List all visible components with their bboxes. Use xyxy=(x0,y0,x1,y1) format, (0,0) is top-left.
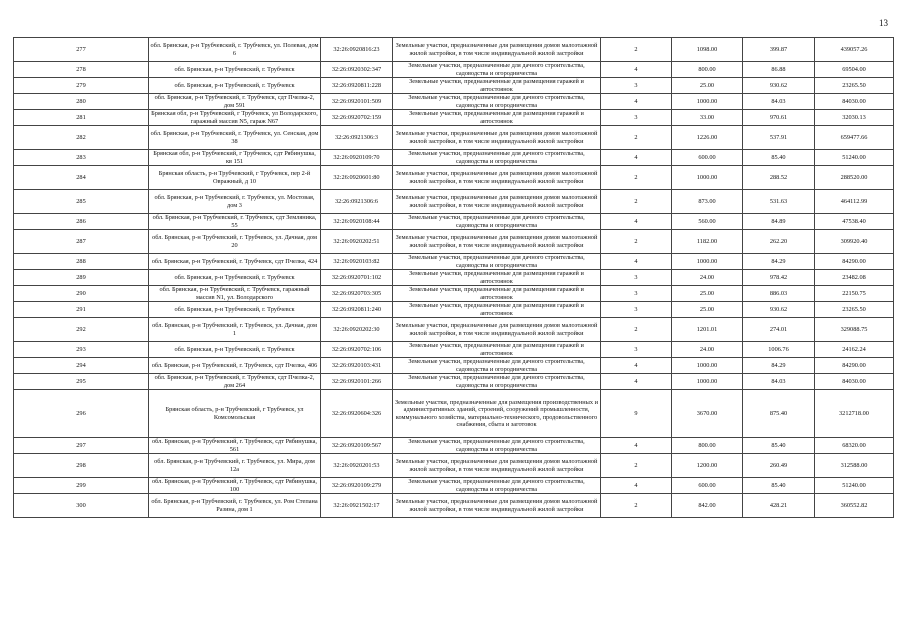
specific-value-cell: 85.40 xyxy=(743,438,815,454)
specific-value-cell: 84.29 xyxy=(743,358,815,374)
land-use-cell: Земельные участки, предназначенные для дачного строительства, садоводства и огородничества xyxy=(393,478,601,494)
area-cell: 1182.00 xyxy=(672,230,743,254)
table-row xyxy=(14,374,894,390)
area-cell: 1000.00 xyxy=(672,94,743,110)
table-row xyxy=(14,150,894,166)
address-cell: обл. Брянская, р-н Трубчевский, г. Трубчевск, сдт Земляника, 55 xyxy=(149,214,321,230)
address-cell: Брянская область, р-н Трубчевский, г Трубчевск, пер 2-й Овражный, д 10 xyxy=(149,166,321,190)
address-cell: обл. Брянская, р-н Трубчевский, г. Трубчевск, сдт Пчелка-2, дом 591 xyxy=(149,94,321,110)
area-cell: 800.00 xyxy=(672,62,743,78)
group-number-cell: 4 xyxy=(601,478,672,494)
specific-value-cell: 84.03 xyxy=(743,94,815,110)
group-number-cell: 4 xyxy=(601,62,672,78)
cadastral-number-cell: 32:26:0920702:159 xyxy=(321,110,393,126)
address-cell: обл. Брянская, р-н Трубчевский, г. Трубчевск, ул. Ром Степана Разина, дом 1 xyxy=(149,494,321,518)
cadastral-number-cell: 32:26:0920816:23 xyxy=(321,38,393,62)
specific-value-cell: 978.42 xyxy=(743,270,815,286)
cadastral-value-cell: 329088.75 xyxy=(815,318,894,342)
cadastral-value-cell: 23482.08 xyxy=(815,270,894,286)
cadastral-value-cell: 22150.75 xyxy=(815,286,894,302)
group-number-cell: 4 xyxy=(601,438,672,454)
address-cell: обл. Брянская, р-н Трубчевский, г. Трубчевск, сдт Рябинушка, 100 xyxy=(149,478,321,494)
area-cell: 560.00 xyxy=(672,214,743,230)
group-number-cell: 3 xyxy=(601,110,672,126)
cadastral-number-cell: 32:26:0920101:266 xyxy=(321,374,393,390)
area-cell: 24.00 xyxy=(672,342,743,358)
cadastral-number-cell: 32:26:0920108:44 xyxy=(321,214,393,230)
specific-value-cell: 1006.76 xyxy=(743,342,815,358)
area-cell: 3670.00 xyxy=(672,390,743,438)
row-number: 278 xyxy=(14,62,149,78)
row-number: 289 xyxy=(14,270,149,286)
cadastral-number-cell: 32:26:0920103:82 xyxy=(321,254,393,270)
group-number-cell: 2 xyxy=(601,454,672,478)
land-use-cell: Земельные участки, предназначенные для дачного строительства, садоводства и огородничества xyxy=(393,94,601,110)
row-number: 295 xyxy=(14,374,149,390)
cadastral-number-cell: 32:26:0920201:53 xyxy=(321,454,393,478)
table-row xyxy=(14,166,894,190)
group-number-cell: 2 xyxy=(601,230,672,254)
table-row xyxy=(14,342,894,358)
cadastral-number-cell: 32:26:0920601:80 xyxy=(321,166,393,190)
address-cell: обл. Брянская, р-н Трубчевский, г. Трубчевск, ул. Дачная, дом 20 xyxy=(149,230,321,254)
cadastral-value-cell: 659477.66 xyxy=(815,126,894,150)
row-number: 291 xyxy=(14,302,149,318)
specific-value-cell: 86.88 xyxy=(743,62,815,78)
cadastral-value-cell: 51240.00 xyxy=(815,478,894,494)
row-number: 277 xyxy=(14,38,149,62)
group-number-cell: 2 xyxy=(601,38,672,62)
cadastral-value-cell: 84030.00 xyxy=(815,94,894,110)
table-row xyxy=(14,126,894,150)
cadastral-number-cell: 32:26:0920202:30 xyxy=(321,318,393,342)
specific-value-cell: 531.63 xyxy=(743,190,815,214)
table-row xyxy=(14,478,894,494)
area-cell: 1000.00 xyxy=(672,166,743,190)
table-row xyxy=(14,254,894,270)
address-cell: обл. Брянская, р-н Трубчевский, г. Трубчевск, ул. Полевая, дом 6 xyxy=(149,38,321,62)
area-cell: 1226.00 xyxy=(672,126,743,150)
specific-value-cell: 85.40 xyxy=(743,478,815,494)
table-row xyxy=(14,214,894,230)
cadastral-value-cell: 439057.26 xyxy=(815,38,894,62)
group-number-cell: 2 xyxy=(601,166,672,190)
specific-value-cell: 428.21 xyxy=(743,494,815,518)
specific-value-cell: 262.20 xyxy=(743,230,815,254)
row-number: 290 xyxy=(14,286,149,302)
table-row xyxy=(14,78,894,94)
row-number: 299 xyxy=(14,478,149,494)
land-use-cell: Земельные участки, предназначенные для размещения гаражей и автостоянок xyxy=(393,342,601,358)
address-cell: обл. Брянская, р-н Трубчевский, г. Трубчевск xyxy=(149,78,321,94)
group-number-cell: 2 xyxy=(601,318,672,342)
land-use-cell: Земельные участки, предназначенные для размещения домов малоэтажной жилой застройки, в том числе индивидуальной жилой застройки xyxy=(393,38,601,62)
area-cell: 33.00 xyxy=(672,110,743,126)
table-row xyxy=(14,358,894,374)
specific-value-cell: 84.89 xyxy=(743,214,815,230)
group-number-cell: 4 xyxy=(601,254,672,270)
cadastral-value-cell: 84290.00 xyxy=(815,254,894,270)
address-cell: обл. Брянская, р-н Трубчевский, г. Трубчевск, сдт Пчелка, 406 xyxy=(149,358,321,374)
row-number: 283 xyxy=(14,150,149,166)
cadastral-value-cell: 312588.00 xyxy=(815,454,894,478)
cadastral-value-cell: 84290.00 xyxy=(815,358,894,374)
address-cell: обл. Брянская, р-н Трубчевский, г. Трубчевск xyxy=(149,302,321,318)
land-use-cell: Земельные участки, предназначенные для размещения производственных и административных зданий, строений, сооружений промышленности, коммунального хозяйства, материально-технического, продовольственного снабжения, сбыта и заготовок xyxy=(393,390,601,438)
specific-value-cell: 84.03 xyxy=(743,374,815,390)
group-number-cell: 4 xyxy=(601,358,672,374)
specific-value-cell: 85.40 xyxy=(743,150,815,166)
address-cell: обл. Брянская, р-н Трубчевский, г. Трубчевск, ул. Мостовая, дом 3 xyxy=(149,190,321,214)
row-number: 287 xyxy=(14,230,149,254)
page-number: 13 xyxy=(879,18,888,28)
table-row xyxy=(14,454,894,478)
table-row xyxy=(14,270,894,286)
row-number: 294 xyxy=(14,358,149,374)
land-use-cell: Земельные участки, предназначенные для дачного строительства, садоводства и огородничества xyxy=(393,62,601,78)
row-number: 286 xyxy=(14,214,149,230)
row-number: 293 xyxy=(14,342,149,358)
row-number: 292 xyxy=(14,318,149,342)
row-number: 285 xyxy=(14,190,149,214)
specific-value-cell: 930.62 xyxy=(743,78,815,94)
specific-value-cell: 886.03 xyxy=(743,286,815,302)
group-number-cell: 9 xyxy=(601,390,672,438)
cadastral-number-cell: 32:26:0920811:228 xyxy=(321,78,393,94)
specific-value-cell: 399.87 xyxy=(743,38,815,62)
group-number-cell: 2 xyxy=(601,190,672,214)
table-row xyxy=(14,62,894,78)
cadastral-value-cell: 3212718.00 xyxy=(815,390,894,438)
cadastral-number-cell: 32:26:0920101:509 xyxy=(321,94,393,110)
address-cell: обл. Брянская, р-н Трубчевский, г. Трубчевск, ул. Дачная, дом 1 xyxy=(149,318,321,342)
land-use-cell: Земельные участки, предназначенные для размещения домов малоэтажной жилой застройки, в том числе индивидуальной жилой застройки xyxy=(393,494,601,518)
specific-value-cell: 875.40 xyxy=(743,390,815,438)
row-number: 282 xyxy=(14,126,149,150)
land-use-cell: Земельные участки, предназначенные для дачного строительства, садоводства и огородничества xyxy=(393,150,601,166)
row-number: 296 xyxy=(14,390,149,438)
cadastral-number-cell: 32:26:0920811:240 xyxy=(321,302,393,318)
land-use-cell: Земельные участки, предназначенные для размещения домов малоэтажной жилой застройки, в том числе индивидуальной жилой застройки xyxy=(393,190,601,214)
address-cell: обл. Брянская, р-н Трубчевский, г. Трубчевск xyxy=(149,270,321,286)
group-number-cell: 2 xyxy=(601,494,672,518)
group-number-cell: 3 xyxy=(601,270,672,286)
land-use-cell: Земельные участки, предназначенные для дачного строительства, садоводства и огородничества xyxy=(393,254,601,270)
row-number: 297 xyxy=(14,438,149,454)
row-number: 280 xyxy=(14,94,149,110)
cadastral-value-cell: 84030.00 xyxy=(815,374,894,390)
cadastral-number-cell: 32:26:0921502:17 xyxy=(321,494,393,518)
cadastral-number-cell: 32:26:0920202:51 xyxy=(321,230,393,254)
group-number-cell: 3 xyxy=(601,78,672,94)
group-number-cell: 2 xyxy=(601,126,672,150)
cadastral-number-cell: 32:26:0920703:305 xyxy=(321,286,393,302)
cadastral-number-cell: 32:26:0921306:3 xyxy=(321,126,393,150)
area-cell: 1098.00 xyxy=(672,38,743,62)
cadastral-value-cell: 24162.24 xyxy=(815,342,894,358)
land-use-cell: Земельные участки, предназначенные для размещения домов малоэтажной жилой застройки, в том числе индивидуальной жилой застройки xyxy=(393,454,601,478)
specific-value-cell: 930.62 xyxy=(743,302,815,318)
area-cell: 600.00 xyxy=(672,150,743,166)
specific-value-cell: 84.29 xyxy=(743,254,815,270)
land-use-cell: Земельные участки, предназначенные для размещения домов малоэтажной жилой застройки, в том числе индивидуальной жилой застройки xyxy=(393,126,601,150)
table-row xyxy=(14,38,894,62)
land-use-cell: Земельные участки, предназначенные для размещения домов малоэтажной жилой застройки, в том числе индивидуальной жилой застройки xyxy=(393,318,601,342)
table-row xyxy=(14,494,894,518)
cadastral-number-cell: 32:26:0920103:431 xyxy=(321,358,393,374)
area-cell: 873.00 xyxy=(672,190,743,214)
address-cell: обл. Брянская, р-н Трубчевский, г. Трубчевск, сдт Пчелка, 424 xyxy=(149,254,321,270)
row-number: 300 xyxy=(14,494,149,518)
group-number-cell: 4 xyxy=(601,374,672,390)
cadastral-number-cell: 32:26:0920701:102 xyxy=(321,270,393,286)
table-row xyxy=(14,302,894,318)
land-use-cell: Земельные участки, предназначенные для дачного строительства, садоводства и огородничества xyxy=(393,214,601,230)
row-number: 298 xyxy=(14,454,149,478)
table-row xyxy=(14,390,894,438)
address-cell: обл. Брянская, р-н Трубчевский, г. Трубчевск, ул. Сенская, дом 38 xyxy=(149,126,321,150)
cadastral-value-cell: 68320.00 xyxy=(815,438,894,454)
group-number-cell: 4 xyxy=(601,150,672,166)
address-cell: Брянская область, р-н Трубчевский, г Трубчевск, ул Комсомольская xyxy=(149,390,321,438)
cadastral-number-cell: 32:26:0920702:106 xyxy=(321,342,393,358)
address-cell: обл. Брянская, р-н Трубчевский, г. Трубчевск xyxy=(149,62,321,78)
area-cell: 25.00 xyxy=(672,78,743,94)
table-row xyxy=(14,286,894,302)
cadastral-value-cell: 360552.82 xyxy=(815,494,894,518)
address-cell: обл. Брянская, р-н Трубчевский, г. Трубчевск xyxy=(149,342,321,358)
cadastral-value-cell: 32030.13 xyxy=(815,110,894,126)
group-number-cell: 3 xyxy=(601,286,672,302)
row-number: 288 xyxy=(14,254,149,270)
area-cell: 25.00 xyxy=(672,286,743,302)
area-cell: 1200.00 xyxy=(672,454,743,478)
land-use-cell: Земельные участки, предназначенные для дачного строительства, садоводства и огородничества xyxy=(393,358,601,374)
cadastral-number-cell: 32:26:0920109:567 xyxy=(321,438,393,454)
land-use-cell: Земельные участки, предназначенные для размещения гаражей и автостоянок xyxy=(393,110,601,126)
specific-value-cell: 288.52 xyxy=(743,166,815,190)
cadastral-value-cell: 51240.00 xyxy=(815,150,894,166)
address-cell: обл. Брянская, р-н Трубчевский, г. Трубчевск, сдт Рябинушка, 561 xyxy=(149,438,321,454)
address-cell: Брянская обл, р-н Трубчевский, г Трубчевск, ул Володарского, гаражный массив N5, гараж N67 xyxy=(149,110,321,126)
land-use-cell: Земельные участки, предназначенные для размещения домов малоэтажной жилой застройки, в том числе индивидуальной жилой застройки xyxy=(393,166,601,190)
address-cell: обл. Брянская, р-н Трубчевский, г. Трубчевск, ул. Мира, дом 12а xyxy=(149,454,321,478)
address-cell: обл. Брянская, р-н Трубчевский, г. Трубчевск, сдт Пчелка-2, дом 264 xyxy=(149,374,321,390)
table-row xyxy=(14,190,894,214)
cadastral-value-cell: 309920.40 xyxy=(815,230,894,254)
cadastral-number-cell: 32:26:0920302:347 xyxy=(321,62,393,78)
group-number-cell: 3 xyxy=(601,342,672,358)
specific-value-cell: 274.01 xyxy=(743,318,815,342)
area-cell: 600.00 xyxy=(672,478,743,494)
group-number-cell: 4 xyxy=(601,214,672,230)
cadastral-number-cell: 32:26:0920109:70 xyxy=(321,150,393,166)
area-cell: 24.00 xyxy=(672,270,743,286)
row-number: 284 xyxy=(14,166,149,190)
land-use-cell: Земельные участки, предназначенные для дачного строительства, садоводства и огородничества xyxy=(393,438,601,454)
group-number-cell: 4 xyxy=(601,94,672,110)
address-cell: Брянская обл, р-н Трубчевский, г Трубчевск, сдт Рябинушка, кв 151 xyxy=(149,150,321,166)
land-use-cell: Земельные участки, предназначенные для размещения гаражей и автостоянок xyxy=(393,302,601,318)
cadastral-value-cell: 288520.00 xyxy=(815,166,894,190)
area-cell: 800.00 xyxy=(672,438,743,454)
area-cell: 1201.01 xyxy=(672,318,743,342)
group-number-cell: 3 xyxy=(601,302,672,318)
land-use-cell: Земельные участки, предназначенные для размещения гаражей и автостоянок xyxy=(393,286,601,302)
table-row xyxy=(14,438,894,454)
land-use-cell: Земельные участки, предназначенные для размещения домов малоэтажной жилой застройки, в том числе индивидуальной жилой застройки xyxy=(393,230,601,254)
row-number: 281 xyxy=(14,110,149,126)
table-row xyxy=(14,110,894,126)
area-cell: 842.00 xyxy=(672,494,743,518)
table-row xyxy=(14,94,894,110)
cadastral-number-cell: 32:26:0921306:6 xyxy=(321,190,393,214)
cadastral-value-cell: 464112.99 xyxy=(815,190,894,214)
land-use-cell: Земельные участки, предназначенные для размещения гаражей и автостоянок xyxy=(393,78,601,94)
area-cell: 1000.00 xyxy=(672,254,743,270)
cadastral-value-table xyxy=(13,37,894,518)
area-cell: 1000.00 xyxy=(672,374,743,390)
cadastral-number-cell: 32:26:0920109:279 xyxy=(321,478,393,494)
cadastral-value-cell: 69504.00 xyxy=(815,62,894,78)
row-number: 279 xyxy=(14,78,149,94)
specific-value-cell: 260.49 xyxy=(743,454,815,478)
table-row xyxy=(14,318,894,342)
land-use-cell: Земельные участки, предназначенные для дачного строительства, садоводства и огородничества xyxy=(393,374,601,390)
specific-value-cell: 970.61 xyxy=(743,110,815,126)
table-row xyxy=(14,230,894,254)
area-cell: 25.00 xyxy=(672,302,743,318)
cadastral-value-cell: 23265.50 xyxy=(815,302,894,318)
area-cell: 1000.00 xyxy=(672,358,743,374)
cadastral-number-cell: 32:26:0920604:326 xyxy=(321,390,393,438)
cadastral-value-cell: 23265.50 xyxy=(815,78,894,94)
address-cell: обл. Брянская, р-н Трубчевский, г. Трубчевск, гаражный массив N1, ул. Володарского xyxy=(149,286,321,302)
specific-value-cell: 537.91 xyxy=(743,126,815,150)
cadastral-value-cell: 47538.40 xyxy=(815,214,894,230)
land-use-cell: Земельные участки, предназначенные для размещения гаражей и автостоянок xyxy=(393,270,601,286)
